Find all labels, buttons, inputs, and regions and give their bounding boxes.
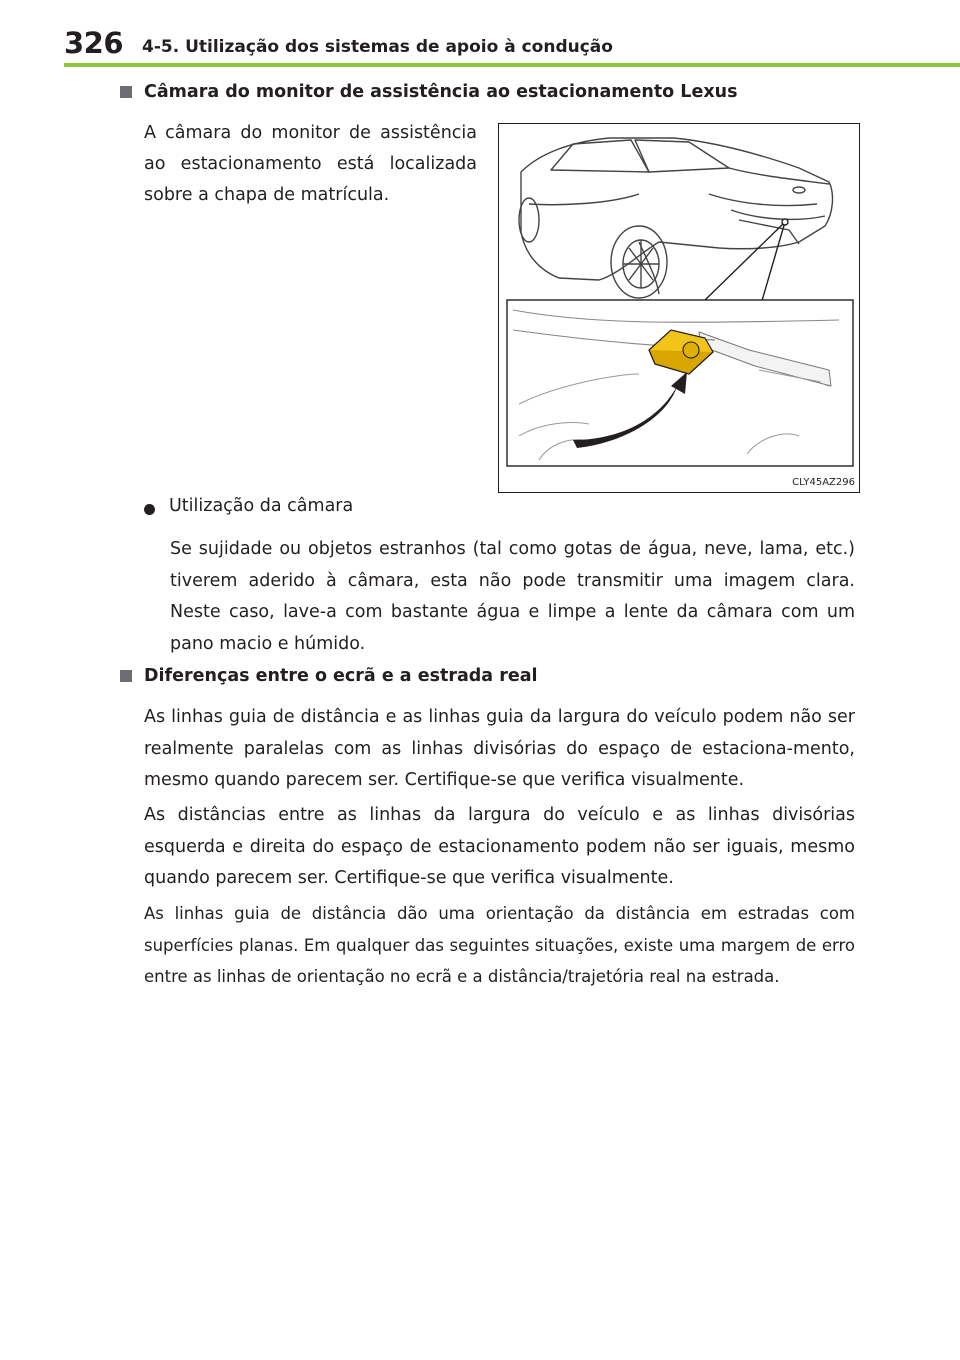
- camera-intro: A câmara do monitor de assistência ao estacionamento está localizada sobre a chapa de matrícula.: [144, 123, 477, 205]
- round-bullet-icon: [144, 504, 155, 515]
- figure-code: CLY45AZ296: [792, 477, 855, 488]
- header-rule: [64, 63, 960, 67]
- page-number: 326: [64, 26, 124, 60]
- differences-paragraph-2: As distâncias entre as linhas da largura do veículo e as linhas divisórias esquerda e direita do espaço de estacionamento podem não ser iguais, mesmo quando parecem ser. Certifique-se que verifica visualmente.: [144, 805, 855, 888]
- differences-paragraph-3: As linhas guia de distância dão uma orientação da distância em estradas com superfícies planas. Em qualquer das seguintes situações, existe uma margem de erro entre as linhas de orientação no ecrã e a distância/trajetória real na estrada.: [144, 904, 855, 986]
- page-header: [64, 22, 960, 66]
- differences-paragraph-1: As linhas guia de distância e as linhas guia da largura do veículo podem não ser realmente paralelas com as linhas divisórias do espaço de estaciona-mento, mesmo quando parecem ser. Certifique-se que verifica visualmente.: [144, 707, 855, 790]
- camera-location-figure: [498, 123, 860, 493]
- square-bullet-icon: [120, 86, 132, 98]
- car-rear-illustration: [499, 124, 860, 493]
- section-title: 4-5. Utilização dos sistemas de apoio à condução: [142, 37, 613, 57]
- square-bullet-icon: [120, 670, 132, 682]
- camera-usage-text: Se sujidade ou objetos estranhos (tal como gotas de água, neve, lama, etc.) tiverem aderido à câmara, esta não pode transmitir uma imagem clara. Neste caso, lave-a com bastante água e limpe a lente da câmara com um pano macio e húmido.: [170, 539, 855, 654]
